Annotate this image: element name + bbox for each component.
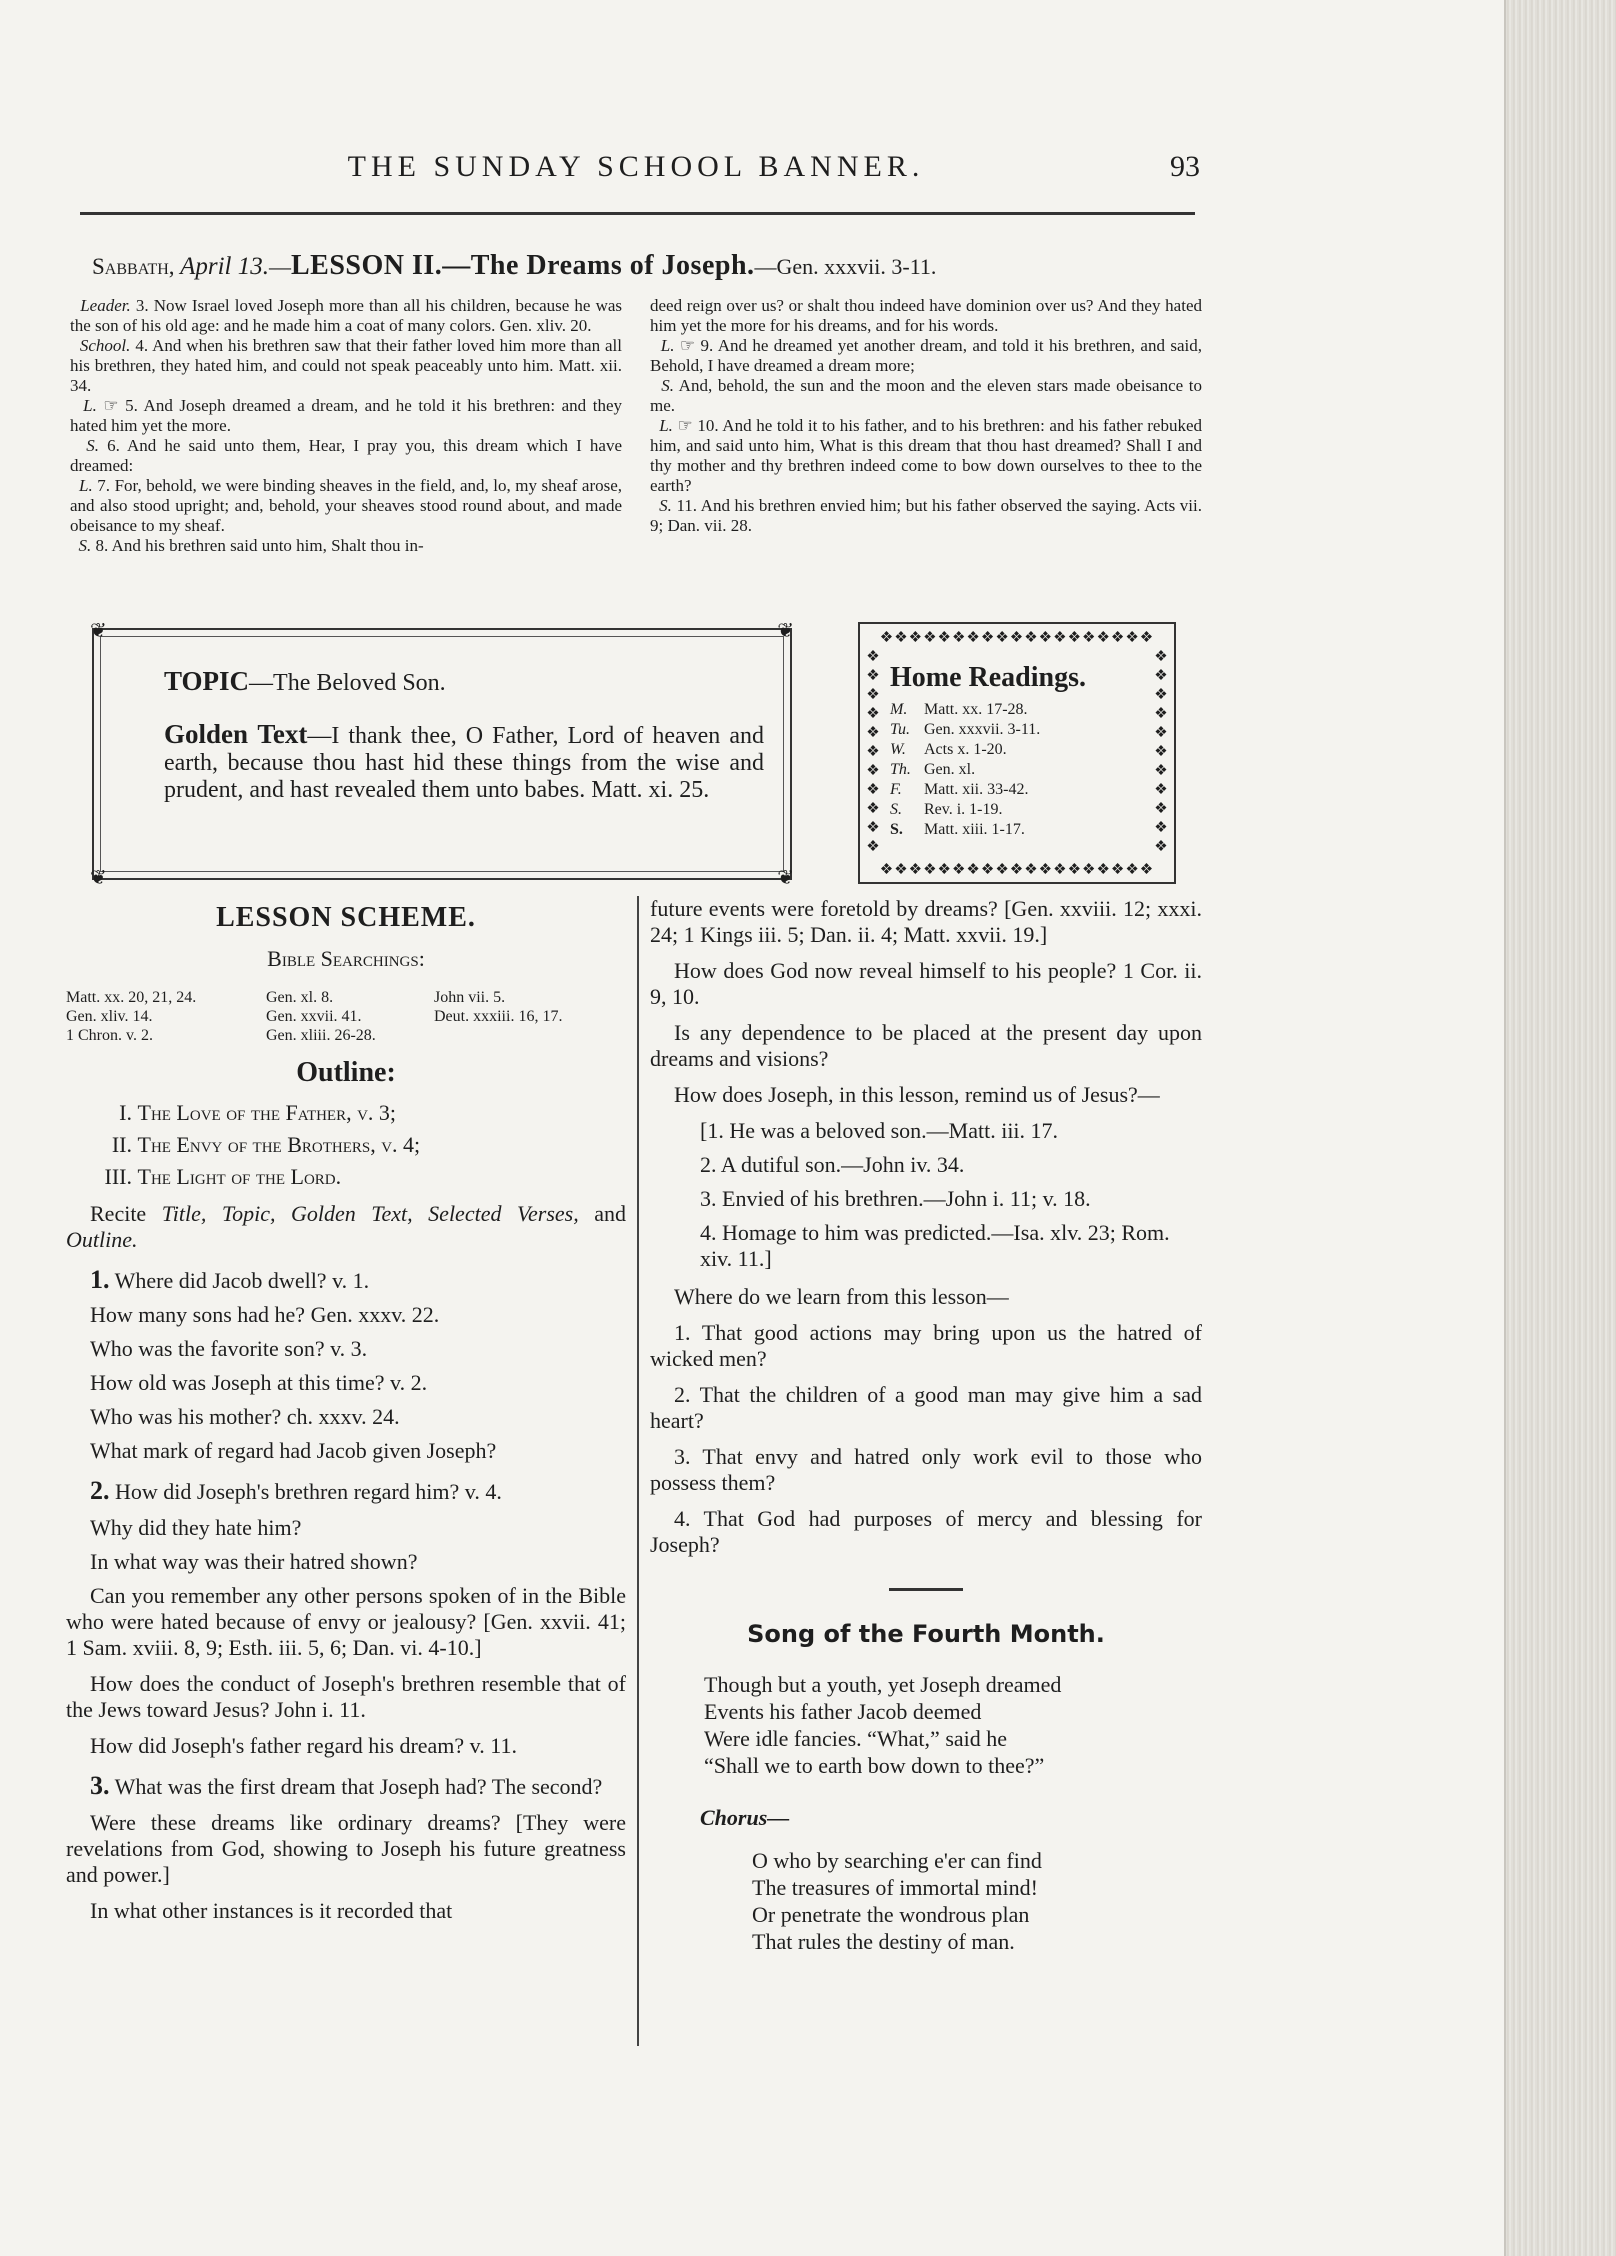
verse-text: 7. For, behold, we were binding sheaves in the field, and, lo, my sheaf arose, and also stood upright; and, behold, your sheaves stood round about, and made obeisance to my sheaf. (70, 476, 623, 535)
recite-items: Title, Topic, Golden Text, Selected Verses, (161, 1201, 579, 1226)
question: Were these dreams like ordinary dreams? [They were revelations from God, showing to Joseph his future greatness and power.] (66, 1810, 626, 1887)
verse-speaker: L. (83, 396, 97, 415)
song-line: The treasures of immortal mind! (752, 1875, 1038, 1900)
recite-and: and (578, 1201, 627, 1226)
verse-paragraph (70, 536, 622, 556)
reading-ref: Rev. i. 1-19. (924, 801, 1003, 818)
question: How does God now reveal himself to his people? 1 Cor. ii. 9, 10. (650, 958, 1202, 1009)
search-ref: Gen. xliv. 14. (66, 1008, 153, 1025)
reading-item (890, 820, 1160, 840)
verse-speaker: School. (79, 336, 131, 355)
topic-content (164, 668, 764, 828)
verse-paragraph (70, 476, 622, 536)
question: In what other instances is it recorded that (90, 1898, 453, 1923)
song-line: “Shall we to earth bow down to thee?” (704, 1753, 1045, 1778)
corner-ornament: ❦ (777, 867, 794, 889)
verse-paragraph (650, 496, 1202, 536)
golden-text-label: Golden Text (164, 719, 308, 749)
lesson-point: 1. That good actions may bring upon us the hatred of wicked men? (650, 1320, 1202, 1371)
reminder-item: 4. Homage to him was predicted.—Isa. xlv. 23; Rom. xiv. 11.] (700, 1220, 1170, 1271)
scheme-title: LESSON SCHEME. (216, 902, 476, 933)
outline-item (92, 1097, 626, 1129)
question: How does Joseph, in this lesson, remind us of Jesus?— (674, 1082, 1160, 1107)
verse-paragraph (650, 296, 1202, 336)
running-header (72, 146, 1200, 190)
continued-question: future events were foretold by dreams? [Gen. xxviii. 12; xxxi. 24; 1 Kings iii. 5; Dan. ii. 4; Matt. xxvii. 19.] (650, 896, 1202, 947)
verse-speaker: L. (659, 416, 673, 435)
lesson-heading (92, 250, 1202, 282)
corner-ornament: ❦ (90, 620, 107, 642)
verse-text: ☞ 10. And he told it to his father, and to his brethren: and his father rebuked him, and said unto him, What is this dream that thou hast dreamed? Shall I and thy mother and thy brethren indeed come to bow down ourselves to thee to the earth? (650, 416, 1203, 495)
lesson-point: 3. That envy and hatred only work evil to those who possess them? (650, 1444, 1202, 1495)
reading-day: W. (890, 741, 906, 758)
verse-text: 11. And his brethren envied him; but his father observed the saying. Acts vii. 9; Dan. vii. 28. (650, 496, 1203, 535)
home-readings-content (890, 662, 1160, 840)
question: Can you remember any other persons spoken of in the Bible who were hated because of envy or jealousy? [Gen. xxvii. 41; 1 Sam. xviii. 8, 9; Esth. iii. 5, 6; Dan. vi. 4-10.] (66, 1583, 626, 1660)
section-number: 1. (90, 1265, 110, 1294)
question-text: Where did Jacob dwell? v. 1. (114, 1268, 370, 1293)
lesson-scheme-column (66, 896, 626, 1934)
verse-paragraph (70, 436, 622, 476)
reading-day: Tu. (890, 721, 911, 738)
reading-item (890, 760, 1160, 780)
search-ref: Gen. xliii. 26-28. (266, 1027, 376, 1044)
outline-numeral: II. (111, 1132, 132, 1157)
lesson-point: 2. That the children of a good man may give him a sad heart? (650, 1382, 1202, 1433)
outline-list (66, 1097, 626, 1193)
search-ref: John vii. 5. (434, 989, 506, 1006)
verse-text: 8. And his brethren said unto him, Shalt thou in- (95, 536, 424, 555)
corner-ornament: ❦ (777, 620, 794, 642)
question: How does the conduct of Joseph's brethren resemble that of the Jews toward Jesus? John i. 11. (66, 1671, 626, 1722)
reading-item (890, 800, 1160, 820)
outline-item (92, 1129, 626, 1161)
outline-title: Outline: (296, 1057, 396, 1088)
question: Who was the favorite son? v. 3. (90, 1336, 368, 1361)
question (66, 1773, 626, 1800)
reading-day: Th. (890, 761, 911, 778)
question (66, 1478, 626, 1505)
reading-item (890, 720, 1160, 740)
golden-text-body: —I thank thee, O Father, Lord of heaven and earth, because thou hast hid these things from the wise and prudent, and hast revealed them unto babes. Matt. xi. 25. (164, 723, 764, 803)
topic-line (164, 668, 764, 697)
reading-item (890, 700, 1160, 720)
section-number: 2. (90, 1476, 110, 1505)
page-number: 93 (1170, 150, 1200, 183)
verse-speaker: Leader. (80, 296, 131, 315)
reading-ref: Matt. xii. 33-42. (924, 781, 1029, 798)
bible-searchings-grid (66, 988, 626, 1045)
search-ref: 1 Chron. v. 2. (66, 1027, 153, 1044)
question (66, 1267, 626, 1294)
lesson-reference: —Gen. xxxvii. 3-11. (754, 254, 937, 279)
question: How old was Joseph at this time? v. 2. (90, 1370, 428, 1395)
ornament-border-left: ❖ ❖ ❖ ❖ ❖ ❖ ❖ ❖ ❖ ❖ ❖ (866, 649, 880, 855)
song-line: O who by searching e'er can find (752, 1848, 1042, 1873)
search-ref: Gen. xl. 8. (266, 989, 334, 1006)
verses-left-column (70, 296, 622, 556)
corner-ornament: ❦ (90, 867, 107, 889)
reading-item (890, 780, 1160, 800)
reading-item (890, 740, 1160, 760)
lesson-date: April 13. (180, 253, 269, 280)
sabbath-label: Sabbath, (92, 254, 175, 279)
song-line: Were idle fancies. “What,” said he (704, 1726, 1008, 1751)
topic-text: —The Beloved Son. (249, 670, 446, 696)
publication-title: THE SUNDAY SCHOOL BANNER. (347, 150, 925, 183)
book-page-edge (1504, 0, 1616, 2256)
verse-paragraph (650, 336, 1202, 376)
ornament-border-bottom: ❖❖❖❖❖❖❖❖❖❖❖❖❖❖❖❖❖❖❖ (879, 862, 1155, 878)
question: How many sons had he? Gen. xxxv. 22. (90, 1302, 440, 1327)
ornament-border-right: ❖ ❖ ❖ ❖ ❖ ❖ ❖ ❖ ❖ ❖ ❖ (1154, 649, 1168, 855)
outline-item (92, 1161, 626, 1193)
lesson-title: LESSON II.—The Dreams of Joseph. (290, 250, 755, 281)
verse-speaker: S. (78, 536, 92, 555)
song-line: Or penetrate the wondrous plan (752, 1902, 1030, 1927)
verse-text: ☞ 9. And he dreamed yet another dream, and told it his brethren, and said, Behold, I have dreamed a dream more; (650, 336, 1203, 375)
recite-instruction (66, 1201, 626, 1253)
column-divider (637, 896, 639, 2046)
reading-day: M. (890, 701, 908, 718)
topic-label: TOPIC (164, 666, 250, 696)
outline-text: The Envy of the Brothers, v. 4; (137, 1132, 421, 1157)
song-line: That rules the destiny of man. (752, 1929, 1015, 1954)
topic-golden-text-box (90, 620, 794, 889)
verse-text: 4. And when his brethren saw that their father loved him more than all his brethren, they hated him, and could not speak peaceably unto him. Matt. xii. 34. (70, 336, 623, 395)
verse-paragraph (650, 376, 1202, 416)
section-rule (889, 1588, 963, 1591)
ornament-border-top: ❖❖❖❖❖❖❖❖❖❖❖❖❖❖❖❖❖❖❖ (879, 630, 1155, 646)
question: In what way was their hatred shown? (90, 1549, 418, 1574)
golden-text-paragraph (164, 721, 764, 804)
question: What mark of regard had Jacob given Joseph? (90, 1438, 497, 1463)
questions-right-column (650, 896, 1202, 1955)
song-chorus (650, 1847, 1202, 1955)
verse-paragraph (70, 396, 622, 436)
reading-ref: Gen. xl. (924, 761, 976, 778)
verse-speaker: S. (86, 436, 99, 455)
recite-start: Recite (90, 1201, 162, 1226)
heading-dash: — (268, 254, 291, 279)
verses-right-column (650, 296, 1202, 536)
verse-speaker: S. (659, 496, 672, 515)
home-readings-title: Home Readings. (890, 662, 1086, 693)
verse-text: 3. Now Israel loved Joseph more than all his children, because he was the son of his old age: and he made him a coat of many colors. Gen. xliv. 20. (70, 296, 623, 335)
search-ref: Deut. xxxiii. 16, 17. (434, 1008, 563, 1025)
question: Who was his mother? ch. xxxv. 24. (90, 1404, 400, 1429)
verse-speaker: S. (661, 376, 674, 395)
home-readings-list (890, 700, 1160, 840)
home-readings-box (858, 622, 1176, 884)
header-rule (80, 212, 1195, 215)
question-text: How did Joseph's brethren regard him? v. 4. (115, 1479, 502, 1504)
song-verse (650, 1671, 1202, 1779)
outline-numeral: I. (119, 1100, 132, 1125)
reminder-item: 2. A dutiful son.—John iv. 34. (700, 1152, 965, 1177)
question: How did Joseph's father regard his dream? v. 11. (90, 1733, 517, 1758)
song-line: Though but a youth, yet Joseph dreamed (704, 1672, 1062, 1697)
verse-paragraph (650, 416, 1202, 496)
search-ref (434, 1026, 624, 1045)
bible-searchings-heading: Bible Searchings: (267, 946, 425, 971)
learn-intro: Where do we learn from this lesson— (674, 1284, 1009, 1309)
reading-day: S. (890, 821, 903, 838)
reading-ref: Gen. xxxvii. 3-11. (924, 721, 1041, 738)
reminders-list (650, 1118, 1202, 1272)
question: Why did they hate him? (90, 1515, 302, 1540)
verse-text: ☞ 5. And Joseph dreamed a dream, and he told it his brethren: and they hated him yet the more. (70, 396, 623, 435)
verse-speaker: L. (660, 336, 675, 355)
verse-paragraph (70, 336, 622, 396)
verse-text: 6. And he said unto them, Hear, I pray you, this dream which I have dreamed: (70, 436, 622, 475)
song-line: Events his father Jacob deemed (704, 1699, 982, 1724)
chorus-label: Chorus— (700, 1805, 790, 1830)
questions-block (66, 1201, 626, 1924)
verse-paragraph (70, 296, 622, 336)
question-text: What was the first dream that Joseph had? The second? (114, 1774, 603, 1799)
search-ref: Matt. xx. 20, 21, 24. (66, 989, 197, 1006)
section-number: 3. (90, 1771, 110, 1800)
verse-text: And, behold, the sun and the moon and the eleven stars made obeisance to me. (650, 376, 1203, 415)
outline-text: The Light of the Lord. (137, 1164, 342, 1189)
song-title: Song of the Fourth Month. (747, 1620, 1105, 1648)
verse-text: deed reign over us? or shalt thou indeed have dominion over us? And they hated him yet the more for his dreams, and for his words. (650, 296, 1202, 335)
reading-day: S. (890, 801, 902, 818)
reading-day: F. (890, 781, 902, 798)
question: Is any dependence to be placed at the present day upon dreams and visions? (650, 1020, 1202, 1071)
reading-ref: Acts x. 1-20. (924, 741, 1007, 758)
outline-numeral: III. (104, 1164, 132, 1189)
lesson-point: 4. That God had purposes of mercy and blessing for Joseph? (650, 1506, 1202, 1557)
search-ref: Gen. xxvii. 41. (266, 1008, 362, 1025)
verse-speaker: L. (79, 476, 93, 495)
outline-text: The Love of the Father, v. 3; (137, 1100, 397, 1125)
reading-ref: Matt. xx. 17-28. (924, 701, 1028, 718)
reading-ref: Matt. xiii. 1-17. (924, 821, 1025, 838)
reminder-item: 3. Envied of his brethren.—John i. 11; v. 18. (700, 1186, 1091, 1211)
recite-outline: Outline. (66, 1227, 138, 1252)
reminder-item: [1. He was a beloved son.—Matt. iii. 17. (700, 1118, 1059, 1143)
